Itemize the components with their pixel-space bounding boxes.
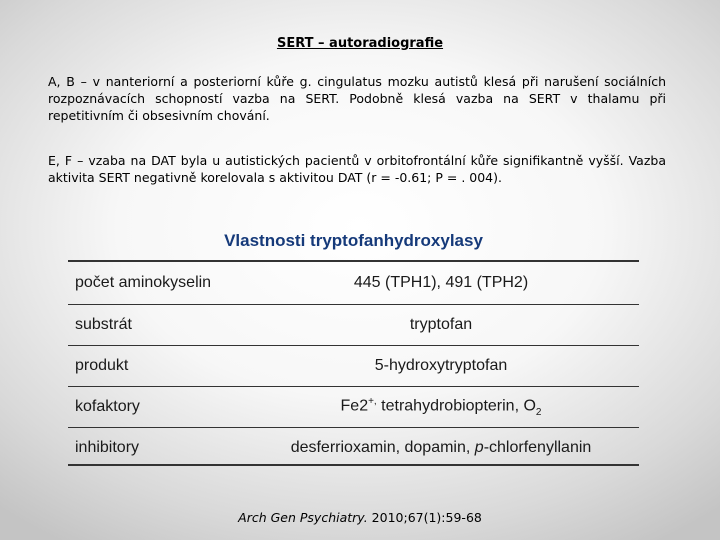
table-row-substrate [68, 305, 639, 345]
value-italic: p [474, 439, 484, 456]
citation-journal: Arch Gen Psychiatry. [238, 510, 368, 525]
row-value: 445 (TPH1), 491 (TPH2) [353, 274, 529, 291]
row-value [243, 439, 639, 457]
tph-properties-table [68, 220, 639, 466]
row-label: kofaktory [75, 398, 140, 415]
row-value [243, 396, 639, 418]
row-label: produkt [75, 357, 129, 374]
value-part: desferrioxamin, dopamin, [290, 439, 475, 456]
row-label: inhibitory [75, 439, 140, 456]
citation-details: 2010;67(1):59-68 [367, 510, 482, 525]
paragraph-dat-orbitofrontal: E, F – vzaba na DAT byla u autistických pacientů v orbitofrontální kůře signifikantně vyšší. Vazba aktivita SERT negativně korelovala s aktivitou DAT (r = -0.61; P = . 004). [48, 153, 666, 185]
citation [0, 510, 720, 525]
table-row-product [68, 346, 639, 386]
table-row-cofactors [68, 387, 639, 427]
value-subscript: 2 [535, 406, 542, 418]
row-label: počet aminokyselin [75, 274, 212, 291]
value-superscript: +, [368, 396, 377, 408]
row-value: 5-hydroxytryptofan [374, 357, 508, 374]
table-title: Vlastnosti tryptofanhydroxylasy [224, 231, 483, 250]
table-bottom-rule [68, 464, 639, 466]
paragraph-sert-cingulate: A, B – v nanteriorní a posteriorní kůře g. cingulatus mozku autistů klesá při narušení sociálních rozpoznávacích schopností vazba na SERT. Podobně klesá vazba na SERT v thalamu při repetitivním či obsesivním chování. [48, 74, 666, 123]
table-header-rule [68, 260, 639, 262]
table-row-amino-acids [68, 263, 639, 303]
table-row-inhibitors [68, 428, 639, 468]
value-part: tetrahydrobiopterin, O [376, 397, 536, 415]
value-part: -chlorfenyllanin [483, 439, 592, 456]
row-label: substrát [75, 316, 132, 333]
value-part: Fe2 [340, 397, 369, 415]
row-value: tryptofan [409, 316, 473, 333]
slide-title: SERT – autoradiografie [276, 36, 444, 51]
